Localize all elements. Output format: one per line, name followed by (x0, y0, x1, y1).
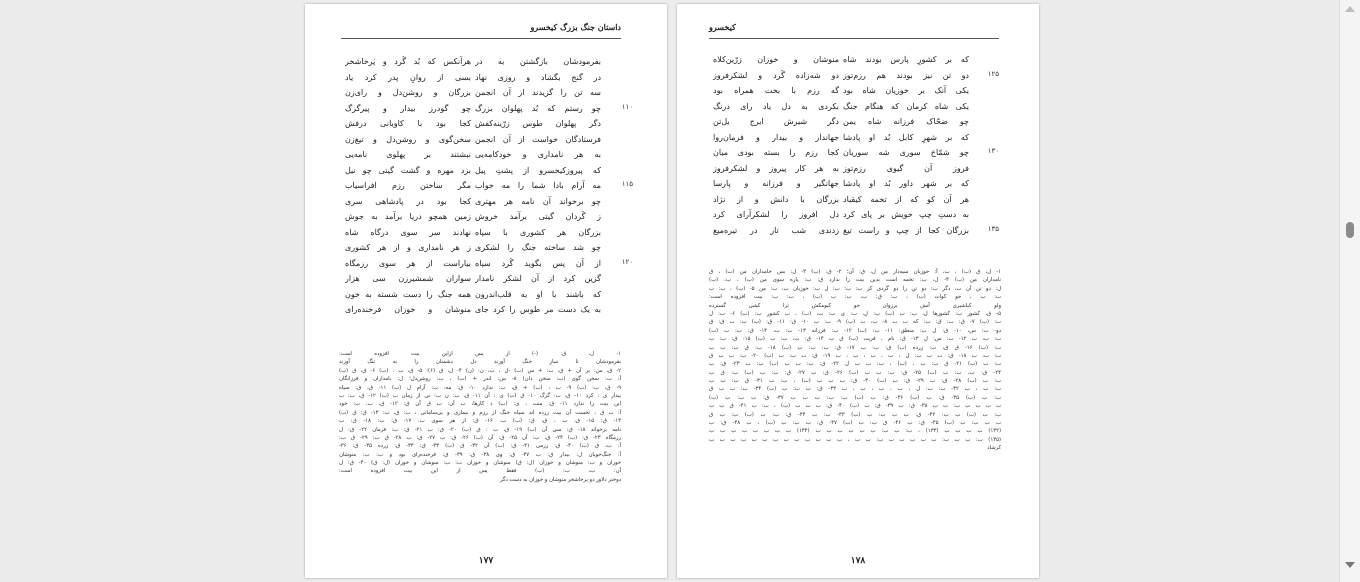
verse-number: ۱۲۰ (621, 257, 633, 266)
footnote-line: خوزان و ب: منوشان و خوزان (ل: ق) منوشان و خوزان ب: ب: منوشان و خوزان (ل: ق) ۴۰- ق: ل (339, 460, 621, 467)
hemistich-first: به هر نامداری و خودکامه‌یی (475, 150, 601, 159)
hemistich-first: که پیروزکیخسرو از پشتِ پیل (475, 165, 601, 175)
hemistich-second: کجا بود با کاویانی درفش (345, 119, 471, 128)
footnote-line: ب: ب (ب) ۳۵- ق: ب (ب) ۳۶- ق: ب (ب) ب: ب: ب ب ب ۳۷- ق: ب ب: ب (ب) (709, 394, 1001, 401)
verse-row (709, 116, 999, 132)
hemistich-second: بزرگان و روشن‌دل و رای‌زن (345, 88, 471, 97)
hemistich-first: مه آرام بادا شما را مه خواب (475, 181, 601, 190)
verse-row (341, 103, 631, 119)
verse-row (709, 101, 999, 117)
footnote-line: دو- ب: س، ۱۰- ق: ل ب: منطق: ۱۱- ب: (ب) ۱۲- ب: فرزانه ۱۳- ب: ب، ۱۴- ق: ب: ب (ب) (709, 327, 1001, 334)
hemistich-first: ز گُردان گیتی برآمد خروش (475, 212, 601, 221)
verse-block (341, 56, 631, 320)
hemistich-second: چو گودرز بیدار و پیرگرگ (345, 103, 471, 113)
verse-number: ۱۳۰ (987, 147, 999, 155)
verse-row (341, 273, 631, 289)
footnote-line: ۹- ق، ب: (ب) ۹- ب ، (ب) + ق، ب: ندارد ۱۰- ق: مه، ب: آرام ل (ب) ۱۱- ق، ق: سپاه (339, 384, 621, 391)
verse-row (341, 134, 631, 150)
footnote-line: ب: ب (ب) ۲۸- ق: ب ۲۹- ق: ب (ب) ۳۰- ق: ب ب ب (ب) ، ب: ب ۳۱- ق ب: ب ب (709, 378, 1001, 385)
verse-row (709, 54, 999, 70)
verse-row (341, 118, 631, 134)
hemistich-first: دو تن نیز بودند هم رزم‌توز (843, 70, 969, 80)
footnote-line: دوختر دلاور دو پرخاشخر منوشان و خوزان به دست دگر (499, 476, 621, 483)
footnote-line: بفرمودشان تا سازِ جنگ آورند دل دشمنان را به تنگ آورند (339, 359, 621, 366)
footnote-line: آ: ب ق ، نخست آن بیت زرده اند سپاه جنگ از رزم و بیماری و بی‌سامانی ، ب: ق، ب: ۱۳- ق: ق (ب) (339, 409, 621, 416)
footnote-line: وِلو کیاشیری آنش برزوان جو کیومکش ترا کشی گسترده (709, 302, 1001, 309)
footnote-line: ب: ب ، جو کوات (ب) ، ب: ق: ب، ب: ب (ب) ، ب: ب: بیت افزوده است: (709, 294, 1001, 301)
running-title: کیخسرو (709, 22, 736, 32)
footnote-line: آن: ب، ب: (ب) فقط پس از این بیت افزوده است: (339, 468, 621, 475)
footnote-line: ب: ب، ب ۱۸- ق: ب ب ب: ل ، ب ، ب ، ب ، ب ۱۹- ق: ب ب: ب (ب) ۲۰- ب: ب ب ق (709, 352, 1001, 359)
verse-row (341, 180, 631, 196)
hemistich-second: دو شه‌زاده گُرد و لشکرفروز (713, 70, 839, 80)
verse-row (709, 70, 999, 86)
hemistich-second: منوشان و خوزان زرّین‌کلاه (713, 55, 839, 64)
verse-row (709, 132, 999, 148)
footnotes (709, 268, 1001, 453)
hemistich-second: بزد مهره و گشت گیتی چو نیل (345, 165, 471, 175)
page-header (341, 20, 621, 39)
verse-row (341, 72, 631, 88)
footnote-line: ب: (ب) ۷- ق: ب: ق: ب: که ب ب ۸- ب، ب (ب) ۹- ب: ب ۱۰- ق: ۱۱- ق: (ب) ب: ب ق: ق (709, 319, 1001, 326)
hemistich-first: بزرگان هر کشوری با سپاه (475, 227, 601, 237)
page-number: ۱۷۷ (478, 556, 494, 566)
footnote-line: ۱۴- ق: ۱۵- ق، ب ، ق، ق: (ب) ب. ۱۶- ق: از هر سوی ب. ۱۷- ق: ب: ۱۸- ق: ب (339, 418, 621, 425)
footnote-line: ب: (ب) ۱۶- ق ق، ب: زرده (ب) ق: ب: ب ۱۷- ق: ب: ب: ب (ب) ۱۸- ب: ق ب: ب ب (709, 344, 1001, 351)
hemistich-first: که بر شهر داور بُد او پادشا (843, 179, 969, 188)
hemistich-second: سخن‌گوی و روشن‌دل و تیغ‌زن (345, 134, 471, 144)
footnote-line: ب: ب ، ب ۳۲- ب: ب: ل ، ب ، ب ، ب ، ب ۳۳- ق: ب ب: ب (ب) ۳۴- ب: ب ب ق (709, 386, 1001, 393)
hemistich-second: بسی از روانِ پدر کرد یاد (345, 72, 471, 82)
hemistich-second: منوشان و خوزان فرخنده‌رای (345, 305, 471, 314)
hemistich-second: جهانگیر و فرزانه و پارسا (713, 179, 839, 188)
running-title: داستان جنگ بزرگ کیخسرو (530, 22, 621, 32)
verse-row (341, 289, 631, 305)
scroll-up-icon[interactable] (1345, 6, 1355, 12)
footnote-line: ۵- ق، کشور ب: کشورها ل، ب: ب (ب) ب: ل، ب: ی ب: ب، (ب) ، ب کشور ب: (ب) ۶- ب: ل (709, 310, 1001, 317)
hemistich-second: همه جنگ را دست شسته به خون (345, 289, 471, 299)
verse-row (709, 225, 999, 241)
verse-row (341, 227, 631, 243)
hemistich-first: به دستِ چپ خویش بر پای کرد (843, 210, 969, 219)
footnote-line: ۱- ل، ق: (-) از پس ازاین بیت افزوده است: (339, 351, 621, 357)
footnote-line: ۱- ل، ق (ب) ، ب، آ: خوزیان سپه‌دار من ل، ق: آن؛ ۲- ق: (ب) ۳- ل: بس خامداران من (ب) ، ق (709, 269, 1001, 275)
verse-row (341, 149, 631, 165)
verse-row (341, 211, 631, 227)
hemistich-second: بزرگان با دانش و از نژاد (713, 194, 839, 204)
footnote-line: آ: جنگ‌جویان ل: بیدار ق: ب ۳۷- ق: وی ۳۸- ق: ۳۹- ق: فرخنده‌رای بود و ب: ب: منوشان (339, 451, 621, 458)
hemistich-second: هرآنکس که بُد گُرد و پَرخاشخر (345, 57, 471, 66)
hemistich-second: بیاراست از هر سوی رزمگاه (345, 258, 471, 268)
hemistich-first: یکی آنک بر خوزیان شاه بود (843, 86, 969, 95)
verse-row (341, 87, 631, 103)
hemistich-first: چو شمّاخ سوری شه سوریان (843, 148, 969, 157)
page-number: ۱۷۸ (850, 556, 866, 566)
hemistich-first: گزین کرد از آن لشکر نامدار (475, 274, 601, 283)
footnote-line: بیدار ی : کرد ۱۰- ق، ب: گرگ ۱۰- ق (ب) ی : آن ۱۱- ق، ب: ن ب: نی از زمان ب (ب) ۱۲- ق، ب: ب (339, 392, 621, 399)
hemistich-second: گه رزم با بخت همراه بود (713, 86, 839, 95)
hemistich-second: زدندی شب تار در تیره‌میغ (713, 225, 839, 235)
footnote-line: ب: ب، ب ۱۲- ب: س: ل ۱۳- ق: نام ، فریت (ب) ق ب ۱۴- ق: ب، ب: ب (ب) ۱۵- ق: ب: ب (709, 336, 1001, 343)
footnote-line: ب ب ب: ب (ب) ۴۵- ق: ب ۴۶- ق ب: ب (ب) ۴۷- ق: ب ب: ب (ب) ، ب ۴۸- ق: ب (709, 420, 1001, 427)
hemistich-second: ز هر نامداری و از هر کشوری (345, 243, 471, 252)
hemistich-first: چو شد ساخته جنگ را لشکری (475, 243, 601, 252)
hemistich-second: نبشتند بر پهلوی نامه‌یی (345, 150, 471, 159)
hemistich-second: کجا رزم را بسته بودی میان (713, 148, 839, 157)
verse-row (341, 56, 631, 72)
footnotes (339, 350, 621, 484)
vertical-scrollbar[interactable] (1339, 0, 1360, 582)
footnote-line: ب ب ب ب ب: ب ب ۳۸- ق: ب ۳۹- ق: ب (ب) ۴۰- ق: ب ب ب (ب) ، ب: ب ۴۱- ق ب ب (709, 403, 1001, 410)
hemistich-first: که بر شهرِ کابل بُد او پادشا (843, 132, 969, 142)
footnote-line: ۲۴- ق: ب، ب: ب (ب) ۲۵- ق: ب: ب ب (ب) ۲۶- ق: ب ۲۷- ق: ب: ب (ب) ب: ق ب (709, 369, 1001, 376)
footnote-line: (۱۳۲) ب ب ب ب (۱۳۳) ، ب: ب ب: ب ب ب ب ب ب (۱۳۴) ب ب ب ب ب ب ب ب (709, 428, 1001, 435)
footnote-line: رزمگاه ۲۳- ق: (ب) ۲۴- ق، ب: آن ۲۵- ق: آن (ب) ۲۶- ق: ب ۲۷- ق: ب ۲۸- ق ب: ۲۹- ق ب: (339, 434, 621, 441)
footnote-line: کرشاد (987, 445, 1001, 452)
hemistich-second: کجا بود در پادشاهی سری (345, 196, 471, 206)
footnote-line: این بیت را ندارد ۱۱- ق: منت ، ی: (ب) د کارها، ب آن: ب ق آن ق: ۱۲- ق، ب، ب: خود (339, 401, 621, 408)
hemistich-second: نهادند سر سوی درگاه شاه (345, 227, 471, 237)
hemistich-second: زمین همچو دریا برآمد به جوش (345, 212, 471, 221)
page-177 (305, 4, 667, 578)
hemistich-first: فرستادگان خواست از آن انجمن (475, 134, 601, 144)
verse-row (709, 178, 999, 194)
hemistich-first: که بر کشورِ پارس بودند شاه (843, 55, 969, 64)
hemistich-first: چو برخواند آن نامه هر مهتری (475, 196, 601, 206)
footnote-line: (۱۳۵) ب: ب ب ب: ب ب ب ب ب ب: ب ب ، ب ب ب ب ب ب ب ب ب ب ب ب ب (709, 436, 1001, 443)
page-header (709, 20, 999, 39)
footnote-line: ب: ب (ب) ب ب: ۴۲- ق: ب ب ب: ب (ب) ۴۳- ب: ب ۴۴- ق: ب: ب (ب) ب: ب ق (709, 411, 1001, 418)
verse-number: ۱۳۵ (987, 224, 999, 233)
verse-row (709, 85, 999, 101)
hemistich-first: فروز آن گیوی رزم‌توز (843, 163, 969, 173)
verse-row (709, 209, 999, 225)
hemistich-first: دگر پهلوان طوس زرّینه‌کفش (475, 119, 601, 128)
footnote-line: ۲- ق، س: بر آن + ق، ب: + س (ب) -ل ، ب، ن: (ن) ۴- ل، ق (۶): ۵- ق، ب : (ب) ۶- ق، ق (ب) (339, 367, 621, 374)
page-178 (677, 4, 1039, 578)
hemistich-first: یکی شاه کرمان که هنگام جنگ (843, 101, 969, 111)
hemistich-second: به هر کار پیروز و لشکرفروز (713, 163, 839, 173)
hemistich-second: سواران شمشیرزن سی هزار (345, 274, 471, 283)
scroll-down-icon[interactable] (1345, 562, 1355, 568)
hemistich-first: چو ضحّاک فرزانه شاه یمن (843, 117, 969, 126)
verse-number: ۱۱۰ (621, 102, 633, 111)
verse-block (709, 54, 999, 240)
hemistich-second: بکردی به دل یاد رای درنگ (713, 101, 839, 111)
verse-row (709, 147, 999, 163)
hemistich-first: هر آن کو که از تخمه کیقباد (843, 194, 969, 204)
footnote-line: ل: دو تن آن ب، دگر ب: دو تن را دو گُردی کز ب: ب: ب: ل ب: خوزیان ب، ب: من ۵- (ب) ، ب: ب (709, 285, 1001, 292)
verse-row (709, 163, 999, 179)
hemistich-first: چو رستم که بُد پهلوان بزرگ (475, 103, 601, 113)
verse-row (341, 304, 631, 320)
scrollbar-thumb[interactable] (1346, 222, 1354, 238)
footnote-line: آ، ب: سخن گوی (ب: سخن دان) ۸- س: اندر + (ب) ، ب: روشن‌دل؛ ل: نامداران و فرزانگان (339, 376, 621, 383)
footnote-line: آ: ب، ق (ب) ۳۰- ق: رزمی ۳۱- ق: (ب) آن ۳۲- ق (ب) ۳۳- ق: ۳۴- ق: زرده ۳۵- ق: ۳۶- (339, 443, 621, 450)
hemistich-second: دل افروز را لشکرآرای کرد (713, 210, 839, 219)
hemistich-first: به یک دست مر طوس را کرد جای (475, 305, 601, 314)
verse-number: ۱۱۵ (621, 180, 633, 188)
footnote-line: نامداران من (ب) ۴- ل، ب: تخمه است بدین بیت را ندارد ق: ب: پاره سوی من (ب) ، ب: (ب) (709, 277, 1001, 284)
hemistich-first: سه تن را گزیدند از آن انجمن (475, 88, 601, 97)
footnote-line: نامه برخواند ۱۸- ق: سی آن (ب) ۱۹- ق، ب : ق (ب) ۲۰- ق: ب ۲۱- ق: ب: فرمان ۲۲- ق: ل (339, 426, 621, 433)
hemistich-first: بزرگان کجا از چپ و راست تیغ (843, 225, 969, 235)
hemistich-first: که باشند با او به قلب‌اندرون (475, 289, 601, 299)
hemistich-second: جهاندار و بیدار و فرمان‌روا (713, 132, 839, 142)
hemistich-first: در گنج بگشاد و روزی نهاد (475, 72, 601, 82)
verse-row (341, 165, 631, 181)
hemistich-first: بفرمودشان بازگشتن به در (475, 57, 601, 66)
verse-row (341, 258, 631, 274)
hemistich-second: دگر شیرش ایرج یل‌تن (713, 117, 839, 126)
verse-row (341, 242, 631, 258)
hemistich-second: مگر ساختن رزم افراسیاب (345, 181, 471, 190)
verse-row (341, 196, 631, 212)
hemistich-first: از آن پس بگوید گُرد سپاه (475, 258, 601, 268)
verse-number: ۱۲۵ (987, 69, 999, 78)
verse-row (709, 194, 999, 210)
footnote-line: ب: ب (ب) ۲۱- ق ب: ب ، (ب) ، ب: ب ب ل ۲۲- ق: ب: ب ب (ب) ب: ب ۲۳- ق: ب (709, 361, 1001, 368)
